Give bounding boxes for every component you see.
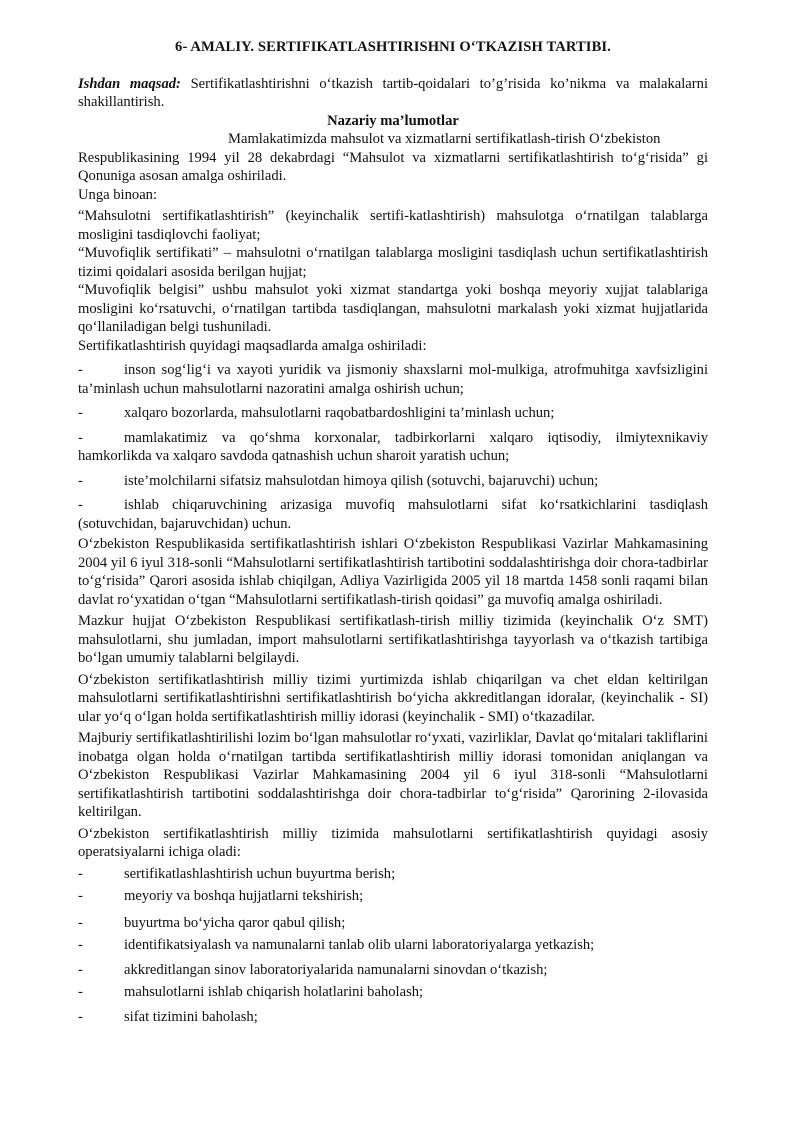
operation-item-6	[78, 983, 708, 1002]
aim-paragraph	[78, 75, 708, 112]
dash-marker: -	[78, 362, 83, 378]
operation-item-7	[78, 1008, 708, 1027]
dash-marker: -	[78, 429, 83, 446]
section-title: Nazariy ma’lumotlar	[327, 112, 459, 129]
goal-item-1	[78, 361, 708, 398]
operation-text: buyurtma bo‘yicha qaror qabul qilish;	[124, 914, 346, 931]
definition-conformity-certificate: “Muvofiqlik sertifikati” – mahsulotni o‘rnatilgan talablarga mosligini tasdiqlash uchun sertifikatlashtirish tizimi qoidalari asosida berilgan hujjat;	[78, 245, 708, 280]
dash-marker: -	[78, 888, 83, 904]
dash-marker: -	[78, 984, 83, 1000]
dash-marker: -	[78, 914, 83, 931]
goal-text: mamlakatimiz va qo‘shma korxonalar, tadbirkorlarni xalqaro iqtisodiy, ilmiytexnikaviy hamkorlikda va xalqaro savdoda qatnashish uchun sharoit yaratish uchun;	[78, 429, 708, 464]
paragraph-operations-intro: O‘zbekiston sertifikatlashtirish milliy tizimida mahsulotlarni sertifikatlashtirish quyidagi asosiy operatsiyalarni ichiga oladi:	[78, 825, 708, 860]
dash-marker: -	[78, 865, 83, 882]
goal-item-2	[78, 404, 708, 423]
dash-marker: -	[78, 1008, 83, 1025]
dash-marker: -	[78, 472, 83, 489]
operation-item-2	[78, 887, 708, 906]
page-title: 6- AMALIY. SERTIFIKATLASHTIRISHNI O‘TKAZISH TARTIBI.	[175, 39, 611, 55]
operation-text: sertifikatlashlashtirish uchun buyurtma berish;	[124, 865, 396, 882]
goal-text: iste’molchilarni sifatsiz mahsulotdan himoya qilish (sotuvchi, bajaruvchi) uchun;	[124, 472, 599, 489]
goal-item-5	[78, 496, 708, 533]
operation-item-5	[78, 961, 708, 980]
goal-text: xalqaro bozorlarda, mahsulotlarni raqobatbardoshligini ta’minlash uchun;	[124, 405, 555, 421]
dash-marker: -	[78, 961, 83, 978]
operation-item-1	[78, 865, 708, 884]
dash-marker: -	[78, 497, 83, 513]
operation-item-3	[78, 914, 708, 933]
operation-text: meyoriy va boshqa hujjatlarni tekshirish;	[124, 888, 364, 904]
dash-marker: -	[78, 937, 83, 953]
paragraph-mandatory-list: Majburiy sertifikatlashtirilishi lozim bo‘lgan mahsulotlar ro‘yxati, vazirliklar, Davlat qo‘mitalari takliflarini inobatga olgan holda o‘rnatilgan tartibda sertifikatlashtirish milliy idorasi tomonidan aniqlangan va O‘zbekiston Respublikasi Vazirlar Mahkamasining 2004 yil 6 iyul 318-sonli “Mahsulotlarni sertifikatlashtirish tartibotini soddalashtirishga doir chora-tadbirlar to‘g‘risida” Qarorining 2-ilovasida keltirilgan.	[78, 730, 708, 820]
operation-item-4	[78, 936, 708, 955]
unga-binoan: Unga binoan:	[78, 186, 158, 203]
aim-label: Ishdan maqsad:	[78, 75, 181, 92]
goal-text: ishlab chiqaruvchining arizasiga muvofiq mahsulotlarni sifat ko‘rsatkichlarini tasdiqlash (sotuvchidan, bajaruvchidan) uchun.	[78, 497, 708, 532]
intro-line-2: Respublikasining 1994 yil 28 dekabrdagi “Mahsulot va xizmatlarni sertifikatlashtirish to‘g‘risida” gi Qonuniga asosan amalga oshiriladi.	[78, 149, 708, 184]
goal-text: inson sog‘lig‘i va xayoti yuridik va jismoniy shaxslarni mol-mulkiga, atrofmuhitga xavfsizligini ta’minlash uchun mahsulotlarni nazoratini amalga oshirish uchun;	[78, 362, 708, 397]
paragraph-national-system: O‘zbekiston sertifikatlashtirish milliy tizimi yurtimizda ishlab chiqarilgan va chet eldan keltirilgan mahsulotlarni sertifikatlashtirishni sertifikatlashtirish bo‘yicha akkreditlangan idoralar, (keyinchalik - SI) ular yo‘q o‘lgan holda sertifikatlashtirish milliy idorasi (keyinchalik - SMI) o‘tkazadilar.	[78, 671, 708, 725]
goals-intro: Sertifikatlashtirish quyidagi maqsadlarda amalga oshiriladi:	[78, 337, 427, 354]
intro-line-1: Mamlakatimizda mahsulot va xizmatlarni sertifikatlash-tirish O‘zbekiston	[228, 131, 661, 147]
operation-text: identifikatsiyalash va namunalarni tanlab olib ularni laboratoriyalarga yetkazish;	[124, 937, 595, 953]
dash-marker: -	[78, 405, 83, 421]
goal-item-3	[78, 429, 708, 466]
operation-text: sifat tizimini baholash;	[124, 1008, 258, 1025]
operation-text: mahsulotlarni ishlab chiqarish holatlarini baholash;	[124, 984, 424, 1000]
paragraph-regulation: O‘zbekiston Respublikasida sertifikatlashtirish ishlari O‘zbekiston Respublikasi Vazirlar Mahkamasining 2004 yil 6 iyul 318-sonli “Mahsulotlarni sertifikatlashtirish tartibotini soddalashtirishga doir chora-tadbirlar to‘g‘risida” Qarori asosida ishlab chiqilgan, Adliya Vazirligida 2005 yil 18 martda 1458 sonli raqami bilan davlat ro‘yxatidan o‘tgan “Mahsulotlarni sertifikatlash-tirish qoidasi” ga muvofiq amalga oshiriladi.	[78, 536, 708, 608]
aim-text: Sertifikatlashtirishni o‘tkazish tartib-qoidalari to’g’risida ko’nikma va malakalarni shakillantirish.	[78, 75, 708, 110]
operation-text: akkreditlangan sinov laboratoriyalarida namunalarni sinovdan o‘tkazish;	[124, 961, 548, 978]
goal-item-4	[78, 472, 708, 491]
paragraph-document-scope: Mazkur hujjat O‘zbekiston Respublikasi sertifikatlash-tirish milliy tizimida (keyinchalik O‘z SMT) mahsulotlarni, shu jumladan, import mahsulotlarni sertifikatlashtirishga tayyorlash va o‘tkazish tartibiga bo‘lgan umumiy talablarni belgilaydi.	[78, 613, 708, 666]
definition-certification: “Mahsulotni sertifikatlashtirish” (keyinchalik sertifi-katlashtirish) mahsulotga o‘rnatilgan talablarga mosligini tasdiqlovchi faoliyat;	[78, 208, 708, 243]
definition-conformity-mark: “Muvofiqlik belgisi” ushbu mahsulot yoki xizmat standartga yoki boshqa meyoriy xujjat talablariga mosligini ko‘rsatuvchi, o‘rnatilgan tartibda tasdiqlangan, mahsulotni markalash yoki xizmat hujjatlarida qo‘llaniladigan belgi tushuniladi.	[78, 282, 708, 335]
